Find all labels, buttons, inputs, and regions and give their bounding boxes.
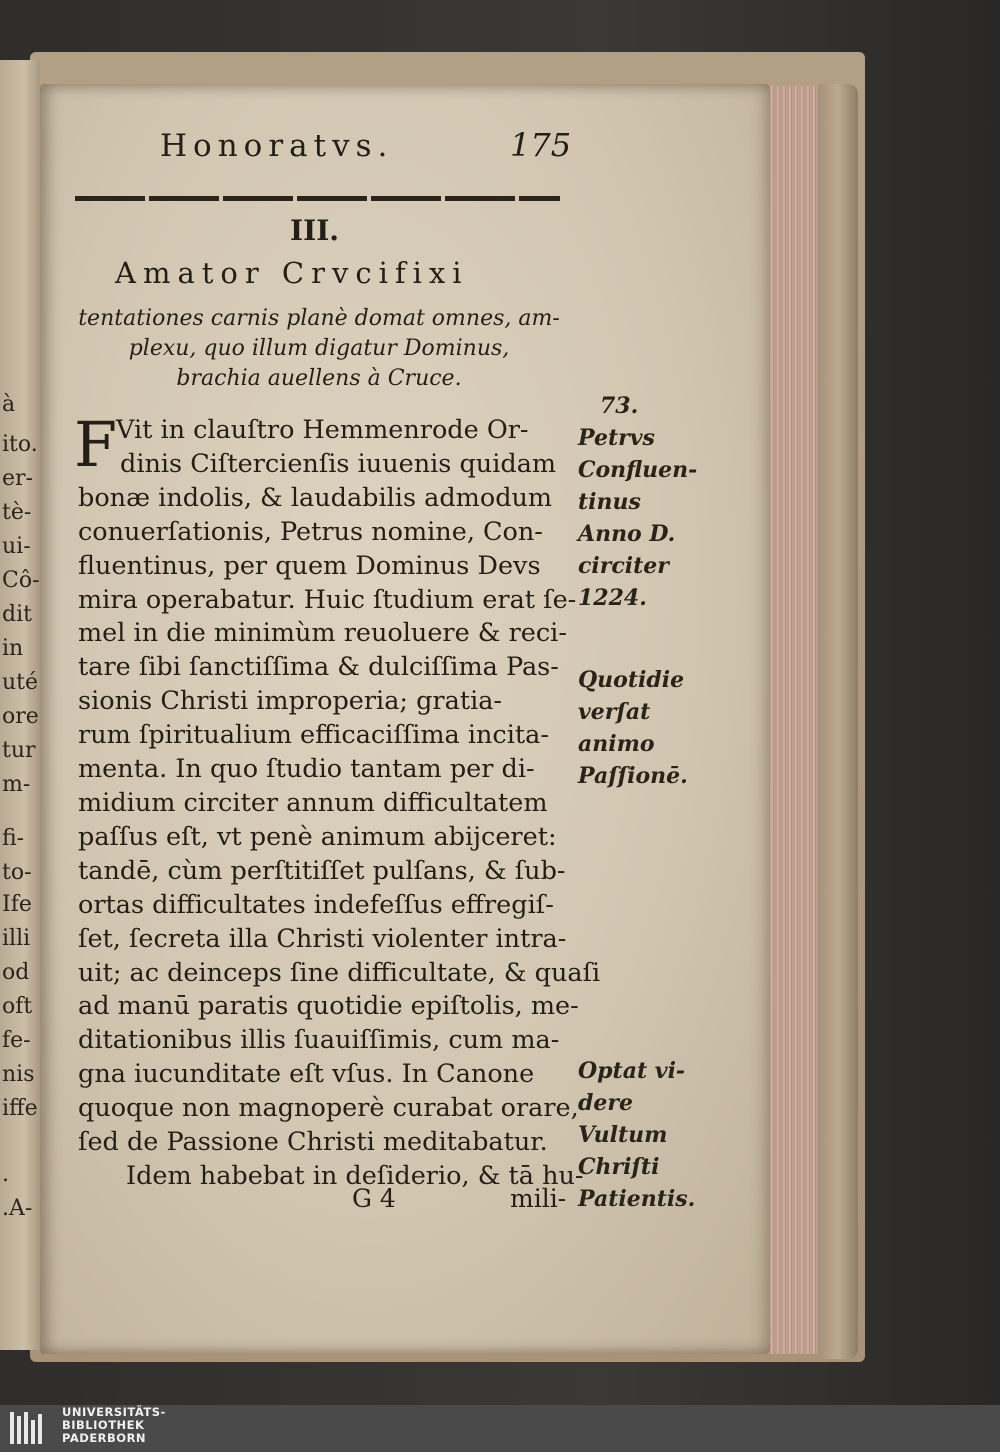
left-page-fragment: iffe — [2, 1096, 38, 1121]
marginal-note-line: Petrvs — [578, 425, 655, 451]
left-page-fragment: nis — [2, 1062, 35, 1087]
marginal-note-line: Paſſionē. — [578, 763, 688, 789]
library-name-line: UNIVERSITÄTS- — [62, 1405, 166, 1419]
marginal-note-line: Confluen- — [578, 457, 698, 483]
marginal-note-line: Quotidie — [578, 667, 685, 693]
body-line: paſſus eſt, vt penè animum abijceret: — [78, 821, 557, 852]
section-number: III. — [290, 214, 340, 247]
body-line: uit; ac deinceps ſine difficultate, & quaſi — [78, 957, 601, 988]
marginal-note-line: Optat vi- — [578, 1058, 686, 1084]
body-line: ad manū paratis quotidie epiſtolis, me- — [78, 991, 579, 1022]
body-line: tandē, cùm perſtitiſſet pulſans, & ſub- — [78, 855, 566, 886]
left-page-fragment: to- — [2, 860, 32, 885]
left-page-fragment: . — [2, 1162, 9, 1187]
body-line: ſed de Passione Christi meditabatur. — [78, 1127, 548, 1158]
catchword: mili- — [510, 1184, 567, 1213]
left-page-fragment: uté — [2, 670, 39, 695]
library-name-line: PADERBORN — [62, 1431, 147, 1445]
left-page-fragment: tè- — [2, 500, 32, 525]
body-line: gna iucunditate eſt vſus. In Canone — [78, 1059, 535, 1090]
marginal-note-line: verſat — [578, 699, 651, 725]
body-line: menta. In quo ſtudio tantam per di- — [78, 754, 535, 785]
body-line: ditationibus illis ſuauiſſimis, cum ma- — [78, 1025, 560, 1056]
left-page-fragment: .A- — [2, 1196, 33, 1221]
running-title: Honoratvs. — [160, 128, 394, 164]
marginal-note-line: Chriſti — [578, 1154, 660, 1180]
signature-mark: G 4 — [352, 1184, 396, 1213]
body-text — [78, 414, 601, 1194]
left-page-fragment: od — [2, 960, 30, 985]
section-summary — [74, 304, 564, 394]
left-page-fragment: ore — [2, 704, 39, 729]
body-line: mel in die minimùm reuoluere & reci- — [78, 618, 567, 649]
left-page-fragment: fi- — [2, 826, 25, 851]
body-line: mira operabatur. Huic ſtudium erat ſe- — [78, 584, 577, 615]
marginal-note-line: 1224. — [578, 585, 647, 611]
marginal-note-line: Anno D. — [578, 521, 676, 547]
library-logo-icon — [8, 1410, 48, 1446]
summary-line: brachia auellens à Cruce. — [176, 366, 462, 391]
body-line: dinis Ciſtercienſis iuuenis quidam — [120, 448, 557, 479]
marginal-note-line: Patientis. — [578, 1186, 696, 1212]
body-line: Idem habebat in deſiderio, & tā hu- — [126, 1160, 584, 1191]
marginal-note-line: animo — [578, 731, 655, 757]
body-line: Vit in clauſtro Hemmenrode Or- — [116, 415, 529, 445]
body-line: sionis Christi improperia; gratia- — [78, 686, 503, 717]
drop-cap: F — [74, 408, 118, 481]
body-line: ſet, ſecreta illa Christi violenter intra- — [78, 923, 567, 954]
marginal-note-optat — [578, 1055, 728, 1215]
left-page-fragment: in — [2, 636, 24, 661]
summary-line: tentationes carnis planè domat omnes, am- — [78, 306, 560, 331]
previous-page-edge — [0, 60, 40, 1350]
page-edges — [762, 86, 822, 1354]
body-line: midium circiter annum difficultatem — [78, 787, 548, 818]
body-line: conuerſationis, Petrus nomine, Con- — [78, 516, 543, 547]
library-name — [62, 1406, 166, 1445]
section-title: Amator Crvcifixi — [115, 256, 469, 290]
body-line: rum ſpiritualium efficaciſſima incita- — [78, 720, 549, 751]
left-page-fragment: oft — [2, 994, 33, 1019]
summary-line: plexu, quo illum digatur Dominus, — [128, 336, 510, 361]
left-page-fragment: illi — [2, 926, 31, 951]
marginal-note-line: Vultum — [578, 1122, 668, 1148]
body-line: bonæ indolis, & laudabilis admodum — [78, 482, 553, 513]
left-page-fragment: ui- — [2, 534, 31, 559]
left-page-fragment: dit — [2, 602, 32, 627]
marginal-note-line: 73. — [600, 393, 639, 419]
marginal-note-line: dere — [578, 1090, 633, 1116]
marginal-note-73 — [578, 390, 728, 614]
marginal-note-quotidie — [578, 664, 728, 792]
left-page-fragment: m- — [2, 772, 31, 797]
left-page-fragment: ito. — [2, 432, 38, 457]
left-page-fragment: Ife — [2, 892, 32, 917]
left-page-fragment: tur — [2, 738, 36, 763]
left-page-fragment: Cô- — [2, 568, 40, 593]
body-line: ortas difficultates indefeſſus effregiſ- — [78, 889, 554, 920]
left-page-fragment: fe- — [2, 1028, 31, 1053]
marginal-note-line: tinus — [578, 489, 641, 515]
body-line: fluentinus, per quem Dominus Devs — [78, 550, 541, 581]
marginal-note-line: circiter — [578, 553, 669, 579]
body-line: quoque non magnoperè curabat orare, — [78, 1093, 579, 1124]
left-page-fragment: er- — [2, 466, 33, 491]
book-binding — [818, 84, 858, 1359]
library-name-line: BIBLIOTHEK — [62, 1418, 145, 1432]
left-page-fragment: à — [2, 392, 16, 417]
page-number: 175 — [510, 126, 572, 164]
header-rule — [75, 196, 560, 201]
body-line: tare ſibi ſanctiſſima & dulciſſima Pas- — [78, 652, 559, 683]
